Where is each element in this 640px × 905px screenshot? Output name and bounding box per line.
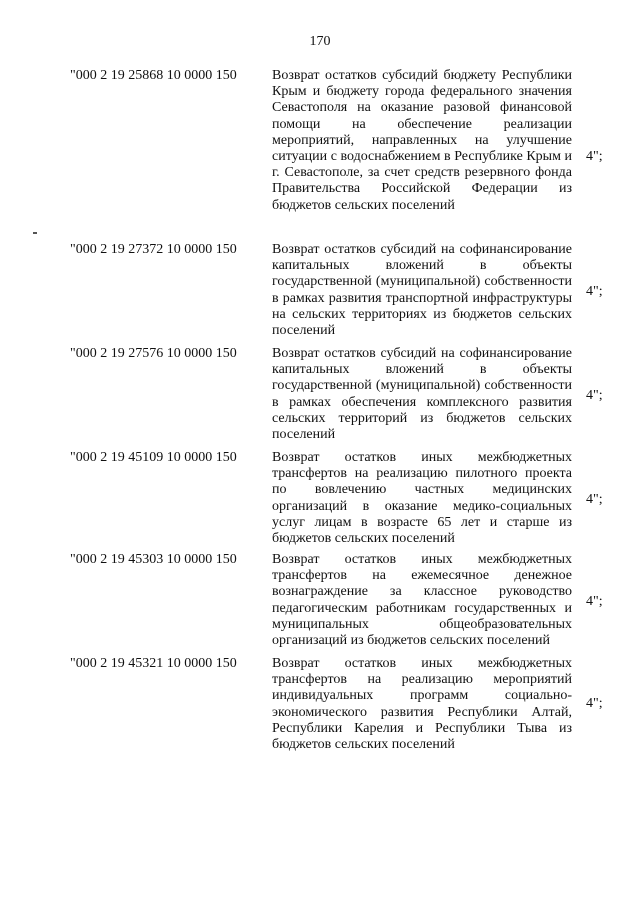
page-number: 170 xyxy=(309,34,331,49)
entry-suffix: 4"; xyxy=(586,492,603,507)
entry-description: Возврат остатков субсидий на софинансирование капитальных вложений в объекты государственной (муниципальной) собственности в рамках обеспечения комплексного развития сельских территорий из бюджетов сельских поселений xyxy=(272,346,572,443)
entry-suffix: 4"; xyxy=(586,696,603,711)
entry-description: Возврат остатков иных межбюджетных трансфертов на ежемесячное денежное вознаграждение за классное руководство педагогическим работникам государственных и муниципальных общеобразовательных организаций из бюджетов сельских поселений xyxy=(272,552,572,649)
entry-suffix: 4"; xyxy=(586,388,603,403)
entry-description: Возврат остатков субсидий на софинансирование капитальных вложений в объекты государственной (муниципальной) собственности в рамках развития транспортной инфраструктуры на сельских территориях из бюджетов сельских поселений xyxy=(272,242,572,339)
entry-suffix: 4"; xyxy=(586,284,603,299)
budget-code: "000 2 19 45109 10 0000 150 xyxy=(70,450,237,465)
entry-suffix: 4"; xyxy=(586,149,603,164)
entry-suffix: 4"; xyxy=(586,594,603,609)
budget-code: "000 2 19 45321 10 0000 150 xyxy=(70,656,237,671)
budget-code: "000 2 19 45303 10 0000 150 xyxy=(70,552,237,567)
budget-code: "000 2 19 27372 10 0000 150 xyxy=(70,242,237,257)
entry-description: Возврат остатков субсидий бюджету Республики Крым и бюджету города федерального значения Севастополя на оказание разовой финансовой помощи на обеспечение реализации мероприятий, направленных на улучшение ситуации с водоснабжением в Республике Крым и г. Севастополе, за счет средств резервного фонда Правительства Российской Федерации из бюджетов сельских поселений xyxy=(272,68,572,213)
scan-mark xyxy=(33,232,37,234)
budget-code: "000 2 19 25868 10 0000 150 xyxy=(70,68,237,83)
entry-description: Возврат остатков иных межбюджетных трансфертов на реализацию мероприятий индивидуальных программ социально-экономического развития Республики Алтай, Республики Карелия и Республики Тыва из бюджетов сельских поселений xyxy=(272,656,572,753)
entry-description: Возврат остатков иных межбюджетных трансфертов на реализацию пилотного проекта по вовлечению частных медицинских организаций в оказание медико-социальных услуг лицам в возрасте 65 лет и старше из бюджетов сельских поселений xyxy=(272,450,572,547)
budget-code: "000 2 19 27576 10 0000 150 xyxy=(70,346,237,361)
